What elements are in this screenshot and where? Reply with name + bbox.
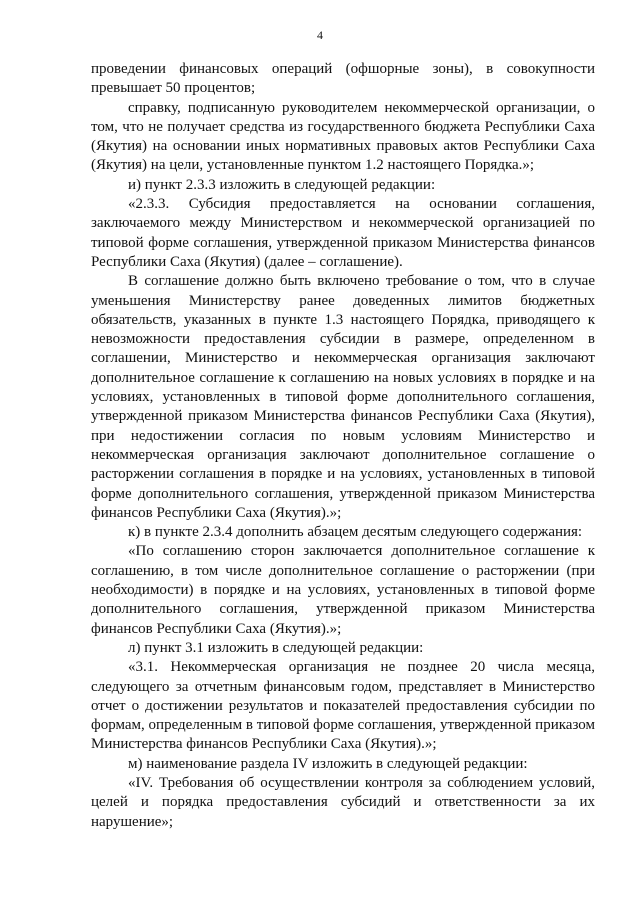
paragraph-amendment-m: м) наименование раздела IV изложить в следующей редакции: — [128, 755, 528, 772]
paragraph-certificate: справку, подписанную руководителем некоммерческой организации, о том, что не получает средства из государственного бюджета Республики Саха (Якутия) на основании иных нормативных правовых актов Республики Саха (Якутия) на цели, установленные пунктом 1.2 настоящего Порядка.»; — [91, 99, 595, 174]
page-number: 4 — [317, 28, 323, 42]
paragraph-agreement-requirement: В соглашение должно быть включено требование о том, что в случае уменьшения Министерству ранее доведенных лимитов бюджетных обязательств, указанных в пункте 1.3 настоящего Порядка, приводящего к невозможности предоставления субсидии в размере, определенном в соглашении, Министерство и некоммерческая организация заключают дополнительное соглашение к соглашению на новых условиях в порядке и на условиях, установленных в типовой форме дополнительного соглашения, утвержденной приказом Министерства финансов Республики Саха (Якутия), при недостижении согласия по новым условиям Министерство и некоммерческая организация заключают дополнительное соглашение о расторжении соглашения в порядке и на условиях, установленных в типовой форме дополнительного соглашения, утвержденной приказом Министерства финансов Республики Саха (Якутия).»; — [91, 273, 595, 521]
paragraph-section-iv-title: «IV. Требования об осуществлении контроля за соблюдением условий, целей и порядка предоставления субсидий и ответственности за их нарушение»; — [91, 774, 595, 830]
paragraph-amendment-l: л) пункт 3.1 изложить в следующей редакции: — [128, 639, 424, 656]
paragraph-clause-3-1: «3.1. Некоммерческая организация не позднее 20 числа месяца, следующего за отчетным финансовым годом, представляет в Министерство отчет о достижении результатов и показателей предоставления субсидии по формам, определенным в типовой форме соглашения, утвержденной приказом Министерства финансов Республики Саха (Якутия).»; — [91, 659, 595, 753]
paragraph-amendment-i: и) пункт 2.3.3 изложить в следующей редакции: — [128, 176, 436, 193]
paragraph-additional-agreement: «По соглашению сторон заключается дополнительное соглашение к соглашению, в том числе дополнительное соглашение о расторжении (при необходимости) в порядке и на условиях, установленных в типовой форме дополнительного соглашения, утвержденной приказом Министерства финансов Республики Саха (Якутия).»; — [91, 543, 595, 637]
paragraph-continuation: проведении финансовых операций (офшорные зоны), в совокупности превышает 50 процентов; — [91, 61, 595, 97]
document-body — [91, 60, 595, 832]
paragraph-clause-2-3-3: «2.3.3. Субсидия предоставляется на основании соглашения, заключаемого между Министерством и некоммерческой организацией по типовой форме соглашения, утвержденной приказом Министерства финансов Республики Саха (Якутия) (далее – соглашение). — [91, 196, 595, 270]
paragraph-amendment-k: к) в пункте 2.3.4 дополнить абзацем десятым следующего содержания: — [128, 524, 583, 541]
